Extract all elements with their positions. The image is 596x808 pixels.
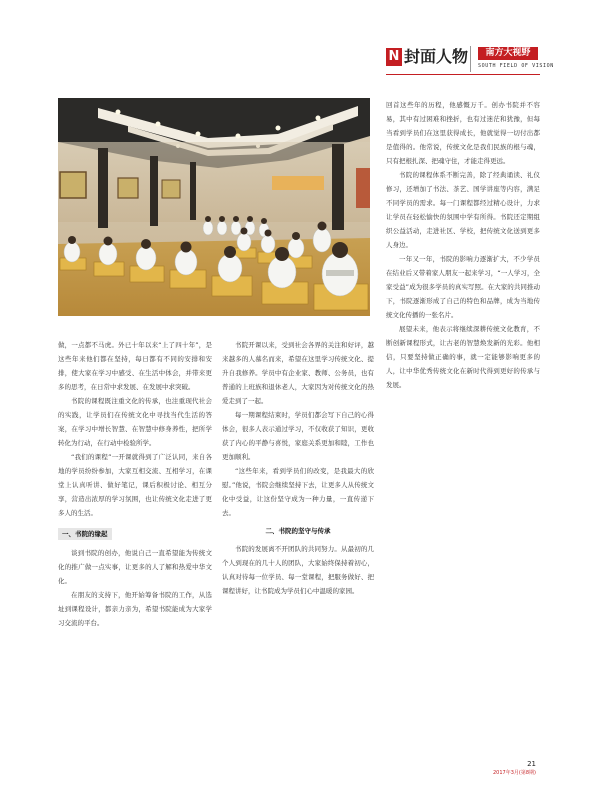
magazine-logo-letter: N	[386, 48, 402, 66]
paragraph: “这些年来，看到学员们的改变，是我最大的欣慰。”他说，书院会继续坚持下去，让更多人从传统文化中受益，让这份坚守成为一种力量，一直传递下去。	[222, 467, 374, 517]
issue-line: 2017年3月(第8期)	[493, 770, 536, 776]
column-right	[386, 98, 540, 740]
magazine-brand: 南方大视野	[478, 47, 538, 60]
column-left	[58, 338, 212, 738]
paragraph: 书院的课程体系不断完善，除了经典诵读、礼仪修习，还增加了书法、茶艺、国学讲座等内容，满足不同学员的需求。每一门课程都经过精心设计，力求让学员在轻松愉快的氛围中学有所得。书院还定期组织公益活动，走进社区、学校，把传统文化送到更多人身边。	[386, 171, 540, 249]
paragraph: 在朋友的支持下，他开始筹备书院的工作，从选址到课程设计，都亲力亲为，希望书院能成为大家学习交流的平台。	[58, 591, 212, 627]
header-rule	[386, 74, 540, 75]
paragraph: 一年又一年，书院的影响力逐渐扩大，不少学员在结业后又带着家人朋友一起来学习，“一人学习，全家受益”成为很多学员的真实写照。在大家的共同推动下，书院逐渐形成了自己的特色和品牌，成为当地传统文化传播的一张名片。	[386, 255, 540, 319]
paragraph: 谈到书院的创办，他说自己一直希望能为传统文化的推广做一点实事，让更多的人了解和热爱中华文化。	[58, 549, 212, 585]
paragraph: 回首这些年的历程，他感慨万千。创办书院并不容易，其中有过困难和挫折，也有过迷茫和犹豫，但每当看到学员们在这里获得成长，他就觉得一切付出都是值得的。他常说，传统文化是我们民族的根与魂，只有把根扎深、把魂守住，才能走得更远。	[386, 101, 540, 165]
section-heading: 一、书院的缘起	[58, 528, 112, 540]
column-middle	[222, 338, 374, 738]
paragraph: 每一期课程结束时，学员们都会写下自己的心得体会，很多人表示通过学习，不仅收获了知识，更收获了内心的平静与喜悦，家庭关系更加和睦，工作也更加顺利。	[222, 411, 374, 461]
header-divider	[470, 46, 471, 72]
section-heading: 二、书院的坚守与传承	[265, 527, 331, 535]
magazine-brand-subtitle: SOUTH FIELD OF VISION	[478, 63, 554, 69]
page-number: 21	[527, 760, 536, 768]
section-title: 封面人物	[404, 47, 469, 66]
lecture-hall-photo	[58, 98, 370, 316]
paragraph: 做，一点都不马虎。外已十年以来“上了四十年”，是这些年来他们都在坚持，每日都有不同的安排和安排，使大家在学习中感受、在生活中体会，并带来更多的思考，在日常中求发展、在发展中求突破。	[58, 341, 212, 391]
paragraph: 展望未来，他表示将继续深耕传统文化教育，不断创新课程形式，让古老的智慧焕发新的光彩。他相信，只要坚持做正确的事，就一定能够影响更多的人，让中华优秀传统文化在新时代得到更好的传承与发展。	[386, 325, 540, 389]
paragraph: “我们的课程”一开课就得到了广泛认同，来自各地的学员纷纷参加，大家互相交流、互相学习，在课堂上认真听讲、做好笔记，课后积极讨论、相互分享，营造出浓厚的学习氛围，也让传统文化走进了更多人的生活。	[58, 453, 212, 517]
paragraph: 书院的课程既注重文化的传承，也注重现代社会的实践，让学员们在传统文化中寻找当代生活的答案，在学习中增长智慧、在智慧中修身养性，把所学转化为行动，在行动中检验所学。	[58, 397, 212, 447]
paragraph: 书院的发展离不开团队的共同努力。从最初的几个人到现在的几十人的团队，大家始终保持着初心，认真对待每一位学员、每一堂课程，把服务做好、把课程讲好，让书院成为学员们心中温暖的家园。	[222, 545, 374, 595]
paragraph: 书院开课以来，受到社会各界的关注和好评，越来越多的人慕名而来，希望在这里学习传统文化、提升自我修养。学员中有企业家、教师、公务员，也有普通的上班族和退休老人，大家因为对传统文化的热爱走到了一起。	[222, 341, 374, 405]
